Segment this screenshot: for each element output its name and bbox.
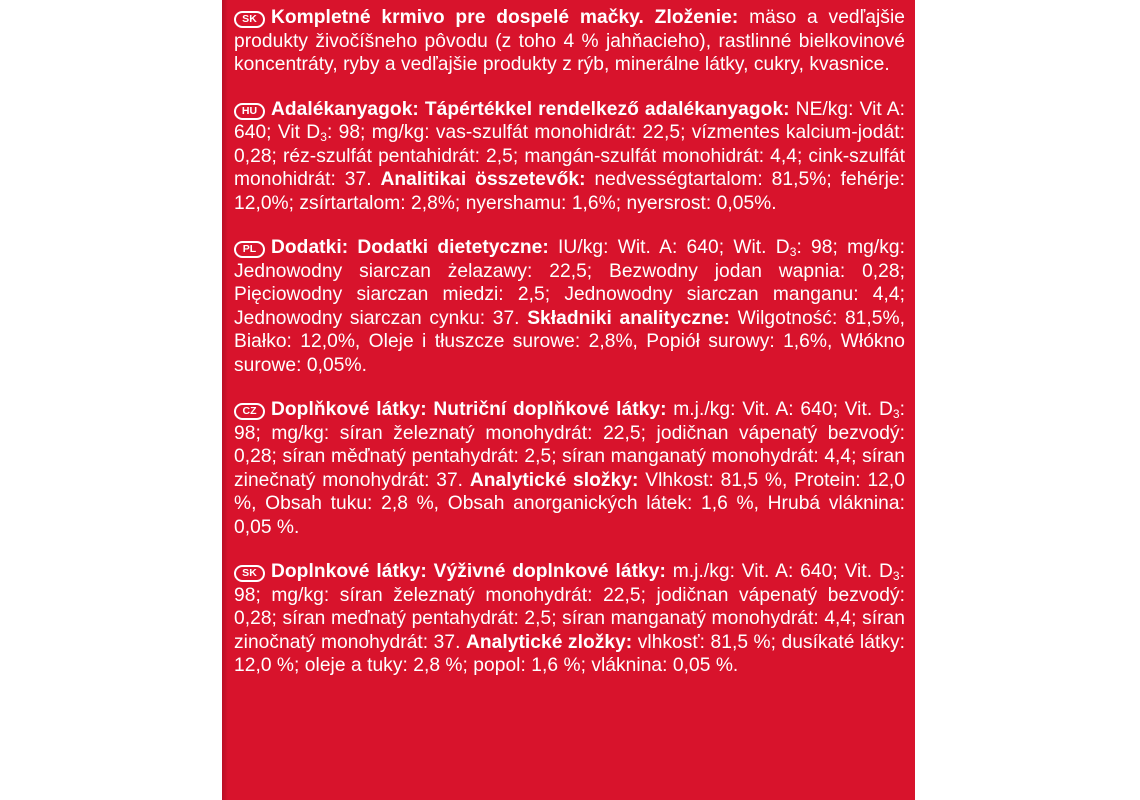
additives-block-sk <box>234 560 905 678</box>
analytical-label: Analytické složky: <box>469 469 639 491</box>
language-badge-pl: PL <box>234 241 265 258</box>
additives-block-hu <box>234 98 905 216</box>
additives-label: Doplňkové látky: Nutriční doplňkové látky: <box>271 399 667 420</box>
additives-text: NE/kg: Vit A: 640; Vit D <box>234 98 905 143</box>
additives-text-cont: : 98; mg/kg: síran železnatý monohydrát: 22,5; jodičnan vápenatý bezvodý: 0,28; síran meďnatý pentahydrát: 2,5; síran manganatý monohydrát: 4,4; síran zinočnatý monohydrát: 37. <box>234 561 905 653</box>
additives-text-cont: : 98; mg/kg: Jednowodny siarczan żelazawy: 22,5; Bezwodny jodan wapnia: 0,28; Pięciowodny siarczan miedzi: 2,5; Jednowodny siarczan manganu: 4,4; Jednowodny siarczan cynku: 37. <box>234 237 905 329</box>
analytical-label: Analitikai összetevők: <box>380 169 586 190</box>
analytical-label: Analytické zložky: <box>465 631 633 653</box>
analytical-label: Składniki analityczne: <box>527 307 730 329</box>
additives-label: Dodatki: Dodatki dietetyczne: <box>271 237 549 258</box>
analytical-text: nedvességtartalom: 81,5%; fehérje: 12,0%; zsírtartalom: 2,8%; nyershamu: 1,6%; nyersrost: 0,05%. <box>234 169 905 214</box>
language-badge-cz: CZ <box>234 403 265 420</box>
language-badge-hu: HU <box>234 103 265 120</box>
analytical-text: Wilgotność: 81,5%, Białko: 12,0%, Oleje i tłuszcze surowe: 2,8%, Popiół surowy: 1,6%, Włókno surowe: 0,05%. <box>234 307 905 376</box>
additives-label: Doplnkové látky: Výživné doplnkové látky: <box>271 561 666 582</box>
additives-text-cont: : 98; mg/kg: vas-szulfát monohidrát: 22,5; vízmentes kalcium-jodát: 0,28; réz-szulfát pentahidrát: 2,5; mangán-szulfát monohidrát: 4,4; cink-szulfát monohidrát: 37. <box>234 122 905 190</box>
additives-block-cz <box>234 398 905 539</box>
subscript-3: 3 <box>320 130 327 144</box>
language-badge-sk: SK <box>234 11 265 28</box>
composition-label: Zloženie: <box>654 7 739 28</box>
ingredients-block-sk <box>234 6 905 77</box>
additives-text: IU/kg: Wit. A: 640; Wit. D <box>558 237 790 258</box>
additives-text: m.j./kg: Vit. A: 640; Vit. D <box>673 399 893 420</box>
additives-block-pl <box>234 236 905 377</box>
label-panel <box>222 0 915 800</box>
analytical-text: vlhkosť: 81,5 %; dusíkaté látky: 12,0 %; oleje a tuky: 2,8 %; popol: 1,6 %; vláknina: 0,05 %. <box>234 631 905 676</box>
composition-text: mäso a vedľajšie produkty živočíšneho pôvodu (z toho 4 % jahňacieho), rastlinné bielkovinové koncentráty, ryby a vedľajšie produkty z rýb, minerálne látky, cukry, kvasnice. <box>234 7 905 75</box>
subscript-3: 3 <box>789 245 797 259</box>
analytical-text: Vlhkost: 81,5 %, Protein: 12,0 %, Obsah tuku: 2,8 %, Obsah anorganických látek: 1,6 %, Hrubá vláknina: 0,05 %. <box>234 469 905 538</box>
panel-fold-shadow <box>222 0 228 800</box>
additives-text-cont: : 98; mg/kg: síran železnatý monohydrát: 22,5; jodičnan vápenatý bezvodý: 0,28; síran měďnatý pentahydrát: 2,5; síran manganatý monohydrát: 4,4; síran zinečnatý monohydrát: 37. <box>234 399 905 491</box>
additives-text: m.j./kg: Vit. A: 640; Vit. D <box>672 561 893 582</box>
subscript-3: 3 <box>892 407 900 421</box>
product-description: Kompletné krmivo pre dospelé mačky. <box>271 7 644 28</box>
subscript-3: 3 <box>892 569 900 583</box>
additives-label: Adalékanyagok: Tápértékkel rendelkező adalékanyagok: <box>271 98 790 120</box>
language-badge-sk: SK <box>234 565 265 582</box>
